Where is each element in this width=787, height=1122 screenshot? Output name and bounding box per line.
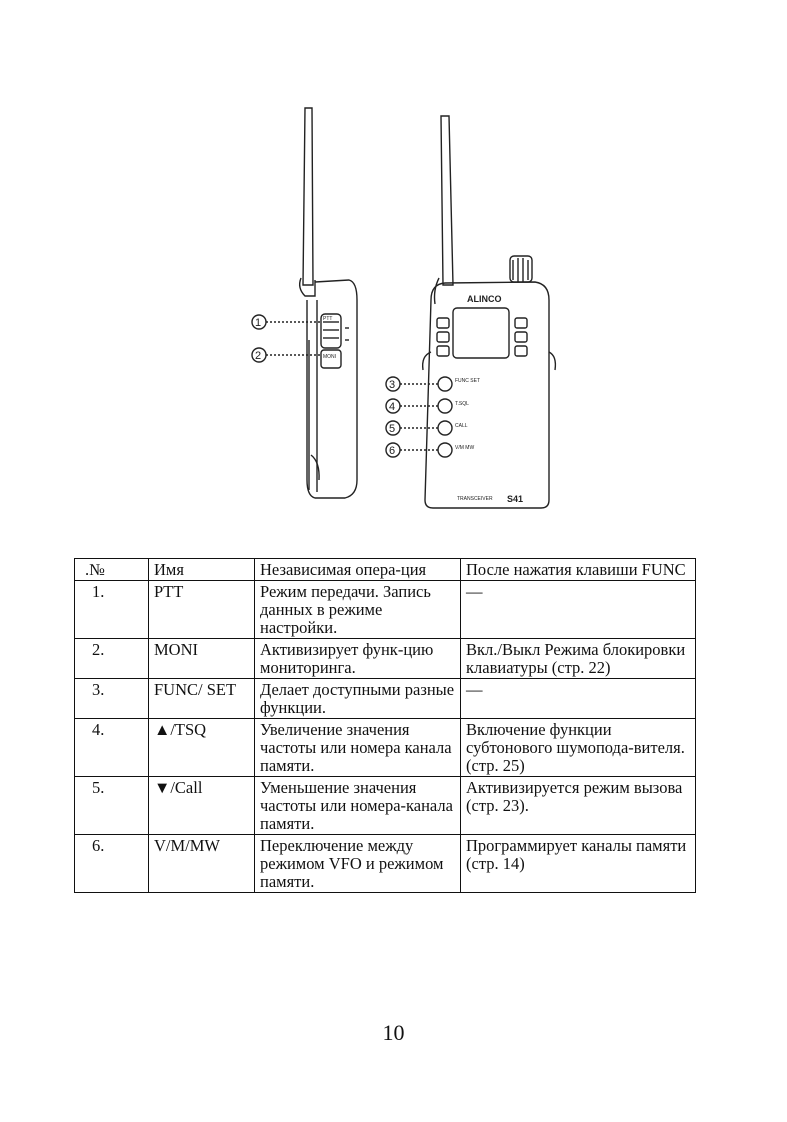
model-caption: TRANSCEIVER	[457, 496, 493, 502]
callout-1	[252, 315, 321, 329]
radio-side-view	[300, 108, 357, 498]
row-num: 1.	[75, 581, 149, 639]
row-operation: Уменьшение значения частоты или номера-канала памяти.	[255, 777, 461, 835]
svg-text:1: 1	[255, 317, 262, 329]
row-name: ▲/TSQ	[149, 719, 255, 777]
tsql-label: T.SQL	[455, 401, 469, 407]
row-after-func: —	[461, 679, 696, 719]
row-num: 3.	[75, 679, 149, 719]
row-operation: Переключение между режимом VFO и режимом памяти.	[255, 835, 461, 893]
row-name: PTT	[149, 581, 255, 639]
table-row	[75, 835, 696, 893]
row-num: 2.	[75, 639, 149, 679]
svg-text:3: 3	[389, 379, 396, 391]
row-num: 6.	[75, 835, 149, 893]
header-num: .№	[75, 559, 149, 581]
brand-logo: ALINCO	[467, 294, 502, 304]
table-row	[75, 719, 696, 777]
moni-side-label: MONI	[323, 354, 337, 360]
row-after-func: Вкл./Выкл Режима блокировки клавиатуры (стр. 22)	[461, 639, 696, 679]
front-text-labels	[455, 294, 523, 504]
table-row	[75, 639, 696, 679]
call-label: CALL	[455, 423, 468, 429]
table-row	[75, 679, 696, 719]
model-label: S41	[507, 494, 524, 504]
row-operation: Делает доступными разные функции.	[255, 679, 461, 719]
row-name: FUNC/ SET	[149, 679, 255, 719]
header-name: Имя	[149, 559, 255, 581]
button-function-table	[74, 558, 696, 893]
callout-3	[386, 377, 438, 391]
table-row	[75, 777, 696, 835]
svg-text:6: 6	[389, 445, 396, 457]
table-header-row	[75, 559, 696, 581]
row-after-func: Активизируется режим вызова (стр. 23).	[461, 777, 696, 835]
callout-6	[386, 443, 438, 457]
svg-text:5: 5	[389, 423, 396, 435]
svg-text:4: 4	[389, 401, 396, 413]
header-after-func: После нажатия клавиши FUNC	[461, 559, 696, 581]
callout-2	[252, 348, 321, 362]
row-operation: Режим передачи. Запись данных в режиме настройки.	[255, 581, 461, 639]
ptt-side-label: PTT	[323, 316, 333, 322]
row-after-func: Включение функции субтонового шумопода-вителя. (стр. 25)	[461, 719, 696, 777]
row-operation: Увеличение значения частоты или номера канала памяти.	[255, 719, 461, 777]
func-set-label: FUNC SET	[455, 378, 480, 384]
row-operation: Активизирует функ-цию мониторинга.	[255, 639, 461, 679]
vm-mw-label: V/M MW	[455, 445, 475, 451]
header-operation: Независимая опера-ция	[255, 559, 461, 581]
svg-text:2: 2	[255, 350, 262, 362]
page-number: 10	[382, 1020, 405, 1045]
row-name: MONI	[149, 639, 255, 679]
row-after-func: —	[461, 581, 696, 639]
row-name: V/M/MW	[149, 835, 255, 893]
row-name: ▼/Call	[149, 777, 255, 835]
callout-4	[386, 399, 438, 413]
callout-5	[386, 421, 438, 435]
radio-front-view	[423, 116, 556, 508]
row-num: 5.	[75, 777, 149, 835]
table-row	[75, 581, 696, 639]
row-num: 4.	[75, 719, 149, 777]
radio-illustration	[245, 100, 565, 520]
row-after-func: Программирует каналы памяти (стр. 14)	[461, 835, 696, 893]
